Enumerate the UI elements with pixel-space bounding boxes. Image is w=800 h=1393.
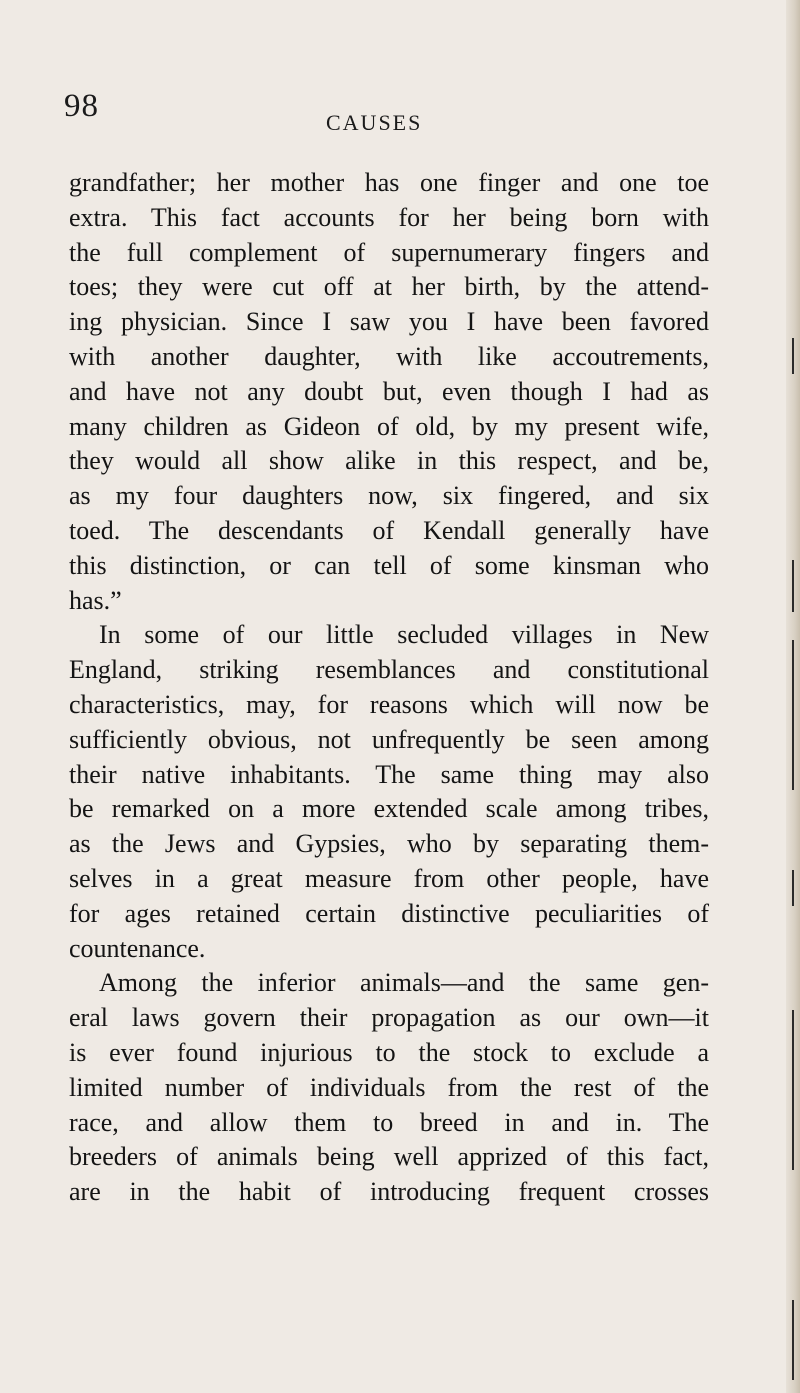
- text-line: is ever found injurious to the stock to exclude a: [69, 1037, 709, 1067]
- text-line: sufficiently obvious, not unfrequently be seen among: [69, 724, 709, 754]
- text-line: are in the habit of introducing frequent crosses: [69, 1177, 709, 1207]
- text-line: this distinction, or can tell of some kinsman who: [69, 550, 709, 580]
- text-line: many children as Gideon of old, by my present wife,: [69, 411, 709, 441]
- paragraph: [69, 166, 709, 618]
- text-line: has.”: [69, 585, 122, 615]
- text-line: extra. This fact accounts for her being born with: [69, 202, 709, 232]
- text-line: toes; they were cut off at her birth, by the attend-: [69, 272, 709, 302]
- running-head: CAUSES: [326, 110, 423, 135]
- text-line: characteristics, may, for reasons which will now be: [69, 689, 709, 719]
- text-line: ing physician. Since I saw you I have been favored: [69, 307, 709, 337]
- text-line: In some of our little secluded villages in New: [99, 620, 709, 650]
- edge-mark: [792, 560, 794, 612]
- text-line: toed. The descendants of Kendall generally have: [69, 515, 709, 545]
- edge-mark: [792, 1300, 794, 1380]
- text-line: they would all show alike in this respect, and be,: [69, 446, 709, 476]
- paragraph: [69, 618, 709, 966]
- text-line: grandfather; her mother has one finger and one toe: [69, 168, 709, 197]
- text-line: their native inhabitants. The same thing may also: [69, 759, 709, 789]
- text-line: selves in a great measure from other people, have: [69, 863, 709, 893]
- text-line: limited number of individuals from the rest of the: [69, 1072, 709, 1102]
- text-line: for ages retained certain distinctive peculiarities of: [69, 898, 709, 928]
- page-number: 98: [64, 88, 99, 124]
- text-line: as the Jews and Gypsies, who by separating them-: [69, 829, 709, 859]
- text-line: eral laws govern their propagation as our own—it: [69, 1003, 709, 1033]
- text-line: as my four daughters now, six fingered, and six: [69, 481, 709, 511]
- text-line: with another daughter, with like accoutrements,: [69, 341, 709, 371]
- text-line: Among the inferior animals—and the same gen-: [99, 968, 709, 998]
- text-line: England, striking resemblances and constitutional: [69, 655, 709, 685]
- text-line: and have not any doubt but, even though I had as: [69, 376, 709, 406]
- text-line: breeders of animals being well apprized of this fact,: [69, 1142, 709, 1172]
- text-line: be remarked on a more extended scale among tribes,: [69, 794, 709, 824]
- edge-mark: [792, 1010, 794, 1170]
- page-edge: [786, 0, 800, 1393]
- paragraph: [69, 966, 709, 1210]
- edge-mark: [792, 338, 794, 374]
- edge-mark: [792, 640, 794, 790]
- text-line: countenance.: [69, 933, 206, 963]
- text-line: race, and allow them to breed in and in. The: [69, 1107, 709, 1137]
- body-text: [69, 166, 709, 1210]
- edge-mark: [792, 870, 794, 906]
- text-line: the full complement of supernumerary fingers and: [69, 237, 709, 267]
